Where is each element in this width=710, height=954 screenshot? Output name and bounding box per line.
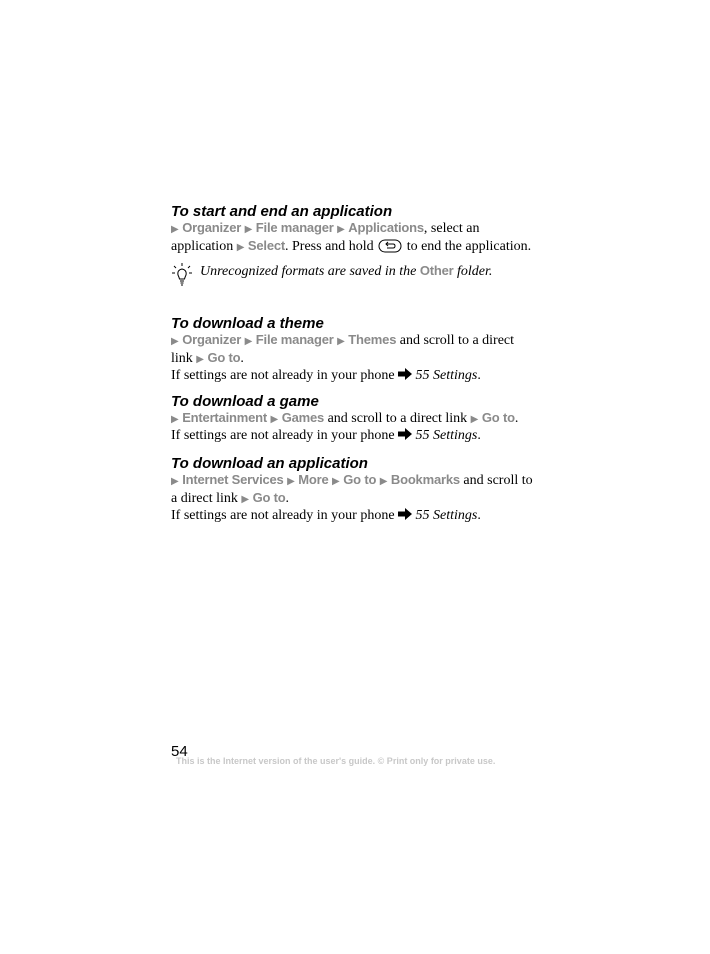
- tip-text: folder.: [457, 264, 493, 279]
- menu-arrow-icon: ▶: [171, 336, 179, 347]
- menu-arrow-icon: ▶: [287, 476, 295, 487]
- instruction-text: application: [171, 239, 234, 254]
- instruction-text: .: [285, 491, 290, 506]
- menu-arrow-icon: ▶: [379, 476, 388, 487]
- section-heading: To download a game: [171, 393, 319, 410]
- menu-arrow-icon: ▶: [337, 224, 345, 235]
- instruction-line: [171, 428, 543, 445]
- menu-item: Organizer: [182, 332, 242, 347]
- menu-arrow-icon: ▶: [337, 336, 345, 347]
- instruction-text: .: [477, 508, 481, 523]
- menu-item: Organizer: [182, 220, 242, 235]
- section-heading: To start and end an application: [171, 203, 393, 220]
- instruction-line: [171, 368, 543, 385]
- menu-arrow-icon: ▶: [332, 476, 340, 487]
- menu-item: Bookmarks: [390, 472, 460, 487]
- tip-text: Unrecognized formats are saved in the: [200, 264, 417, 279]
- menu-item: Themes: [348, 332, 397, 347]
- instruction-line: [171, 472, 543, 490]
- instruction-text: If settings are not already in your phone: [171, 508, 395, 523]
- instruction-text: .: [240, 351, 244, 366]
- menu-arrow-icon: ▶: [270, 414, 279, 425]
- section-start-end-application: [171, 204, 543, 258]
- instruction-text: .: [514, 411, 519, 426]
- instruction-line: [171, 332, 543, 350]
- arrow-right-icon: [398, 368, 412, 385]
- menu-arrow-icon: ▶: [171, 224, 179, 235]
- instruction-line: [171, 508, 543, 525]
- menu-item: Select: [247, 238, 286, 253]
- menu-arrow-icon: ▶: [470, 414, 479, 425]
- section-download-game: [171, 394, 543, 445]
- menu-item: Go to: [343, 472, 377, 487]
- instruction-text: , select an: [423, 221, 480, 236]
- section-heading: To download a theme: [171, 315, 324, 332]
- arrow-right-icon: [398, 508, 412, 525]
- instruction-text: and scroll to a direct: [399, 333, 515, 348]
- tip-note: [200, 263, 492, 280]
- instruction-text: and scroll to: [463, 473, 533, 488]
- settings-reference: 55 Settings: [415, 508, 478, 523]
- section-heading: To download an application: [171, 455, 368, 472]
- instruction-text: to end the application.: [406, 239, 532, 254]
- section-download-theme: [171, 316, 543, 385]
- menu-item: Go to: [481, 410, 515, 425]
- menu-item: Internet Services: [182, 472, 284, 487]
- settings-reference: 55 Settings: [415, 428, 478, 443]
- instruction-line: [171, 350, 543, 368]
- instruction-text: If settings are not already in your phone: [171, 428, 395, 443]
- menu-arrow-icon: ▶: [241, 494, 250, 505]
- instruction-text: and scroll to a direct link: [327, 411, 468, 426]
- menu-item: More: [298, 472, 329, 487]
- back-key-icon: [378, 239, 402, 258]
- menu-item: Entertainment: [182, 410, 268, 425]
- settings-reference: 55 Settings: [415, 368, 478, 383]
- menu-item: Applications: [348, 220, 424, 235]
- menu-arrow-icon: ▶: [244, 336, 253, 347]
- instruction-text: If settings are not already in your phone: [171, 368, 395, 383]
- menu-arrow-icon: ▶: [196, 354, 204, 365]
- footer-notice: This is the Internet version of the user's guide. © Print only for private use.: [176, 756, 496, 766]
- instruction-line: [171, 490, 543, 508]
- instruction-text: .: [477, 368, 481, 383]
- menu-item: Go to: [207, 350, 241, 365]
- instruction-line: [171, 220, 543, 238]
- menu-arrow-icon: ▶: [171, 414, 179, 425]
- instruction-line: [171, 238, 543, 258]
- page-number: 54: [171, 743, 188, 760]
- instruction-text: link: [171, 351, 193, 366]
- menu-arrow-icon: ▶: [244, 224, 253, 235]
- section-download-application: [171, 456, 543, 525]
- instruction-line: [171, 410, 543, 428]
- menu-item: Games: [281, 410, 325, 425]
- menu-arrow-icon: ▶: [171, 476, 179, 487]
- menu-item: File manager: [255, 332, 334, 347]
- instruction-text: . Press and hold: [285, 239, 374, 254]
- instruction-text: .: [477, 428, 481, 443]
- menu-item: File manager: [255, 220, 334, 235]
- arrow-right-icon: [398, 428, 412, 445]
- instruction-text: a direct link: [171, 491, 238, 506]
- menu-arrow-icon: ▶: [236, 242, 245, 253]
- lightbulb-icon: [171, 262, 193, 293]
- menu-item: Go to: [252, 490, 286, 505]
- menu-item: Other: [419, 263, 454, 278]
